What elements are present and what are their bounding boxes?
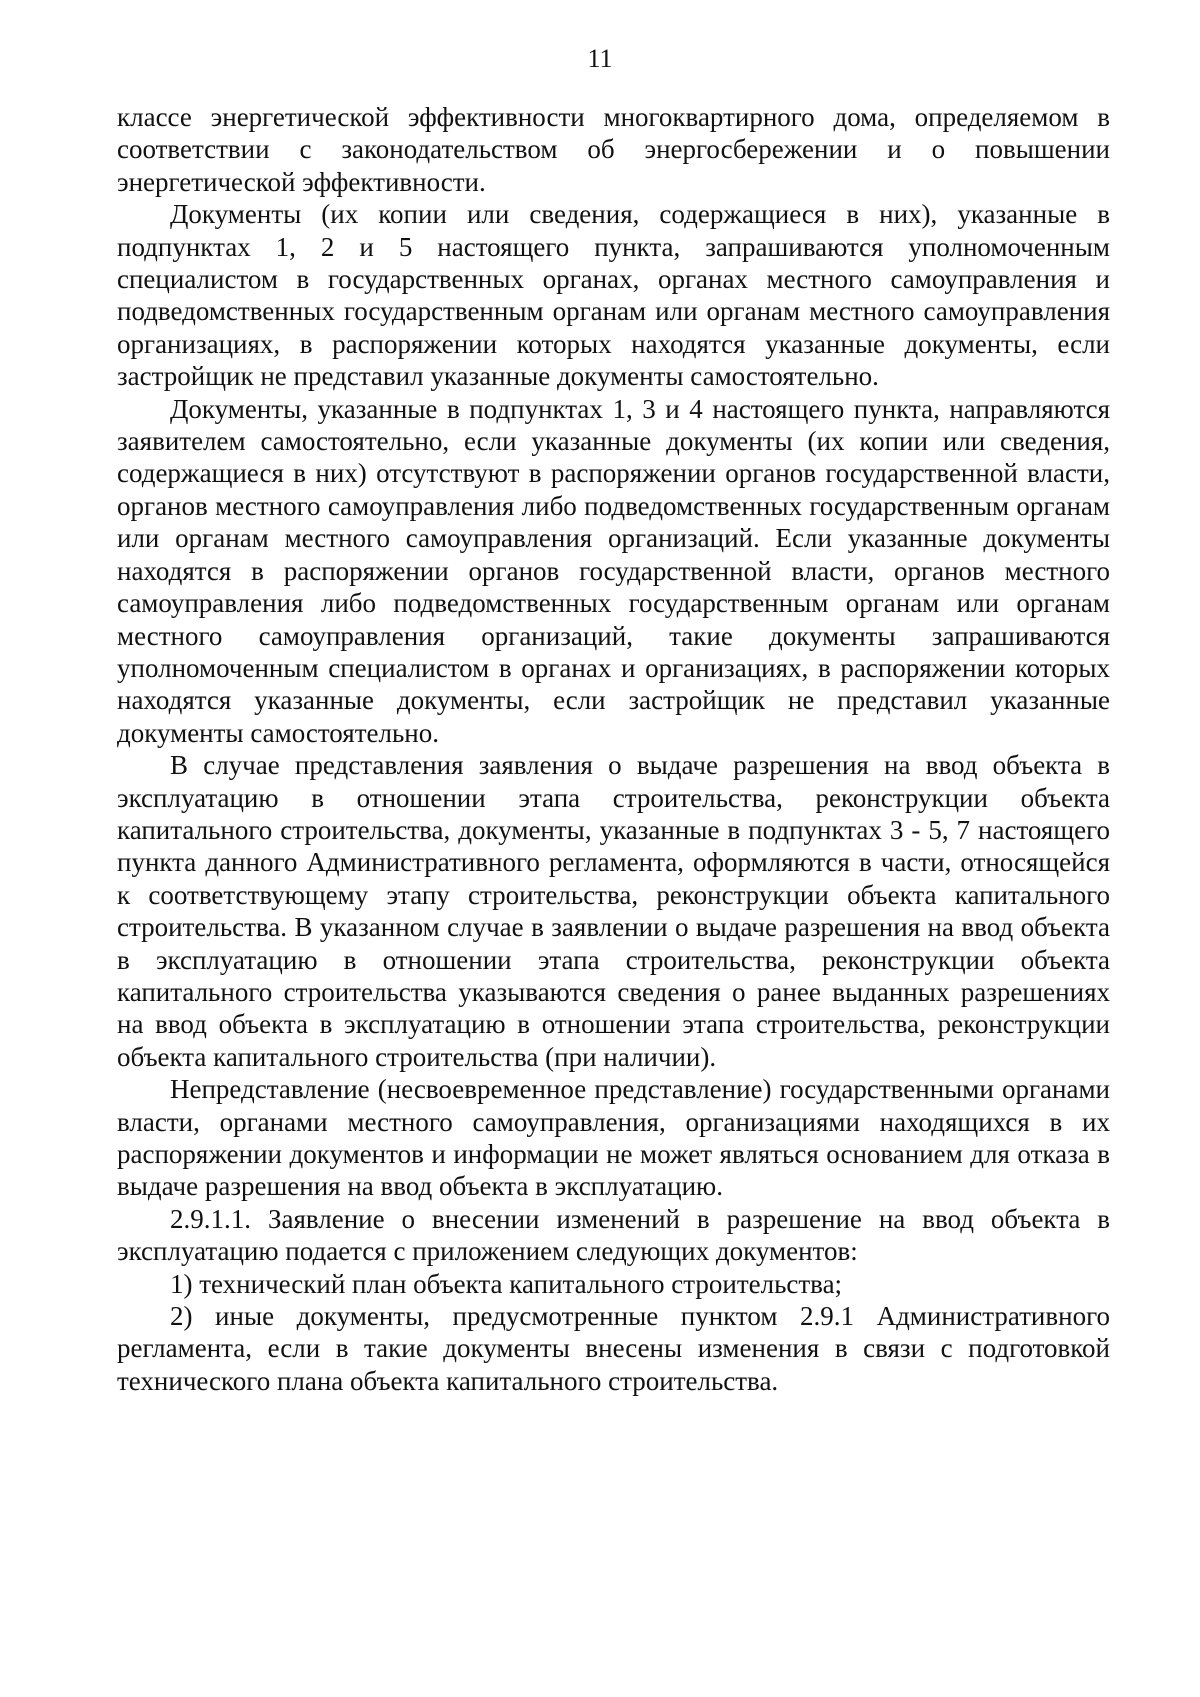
document-body [117,101,1110,1397]
list-item: 2) иные документы, предусмотренные пунктом 2.9.1 Административного регламента, если в такие документы внесены изменения в связи с подготовкой технического плана объекта капитального строительства. [117,1301,1110,1396]
page-number: 11 [587,44,613,73]
paragraph: В случае представления заявления о выдаче разрешения на ввод объекта в эксплуатацию в отношении этапа строительства, реконструкции объекта капитального строительства, документы, указанные в подпунктах 3 - 5, 7 настоящего пункта данного Административного регламента, оформляются в части, относящейся к соответствующему этапу строительства, реконструкции объекта капитального строительства. В указанном случае в заявлении о выдаче разрешения на ввод объекта в эксплуатацию в отношении этапа строительства, реконструкции объекта капитального строительства указываются сведения о ранее выданных разрешениях на ввод объекта в эксплуатацию в отношении этапа строительства, реконструкции объекта капитального строительства (при наличии). [117,750,1110,1072]
paragraph: Непредставление (несвоевременное представление) государственными органами власти, органами местного самоуправления, организациями находящихся в их распоряжении документов и информации не может являться основанием для отказа в выдаче разрешения на ввод объекта в эксплуатацию. [117,1074,1110,1202]
paragraph: Документы, указанные в подпунктах 1, 3 и 4 настоящего пункта, направляются заявителем самостоятельно, если указанные документы (их копии или сведения, содержащиеся в них) отсутствуют в распоряжении органов государственной власти, органов местного самоуправления либо подведомственных государственным органам или органам местного самоуправления организаций. Если указанные документы находятся в распоряжении органов государственной власти, органов местного самоуправления либо подведомственных государственным органам или органам местного самоуправления организаций, такие документы запрашиваются уполномоченным специалистом в органах и организациях, в распоряжении которых находятся указанные документы, если застройщик не представил указанные документы самостоятельно. [117,393,1110,748]
paragraph: Документы (их копии или сведения, содержащиеся в них), указанные в подпунктах 1, 2 и 5 настоящего пункта, запрашиваются уполномоченным специалистом в государственных органах, органах местного самоуправления и подведомственных государственным органам или органам местного самоуправления организациях, в распоряжении которых находятся указанные документы, если застройщик не представил указанные документы самостоятельно. [117,199,1110,392]
paragraph: классе энергетической эффективности многоквартирного дома, определяемом в соответствии с законодательством об энергосбережении и о повышении энергетической эффективности. [117,102,1110,197]
paragraph: 2.9.1.1. Заявление о внесении изменений в разрешение на ввод объекта в эксплуатацию подается с приложением следующих документов: [117,1203,1110,1267]
list-item: 1) технический план объекта капитального строительства; [170,1268,843,1299]
